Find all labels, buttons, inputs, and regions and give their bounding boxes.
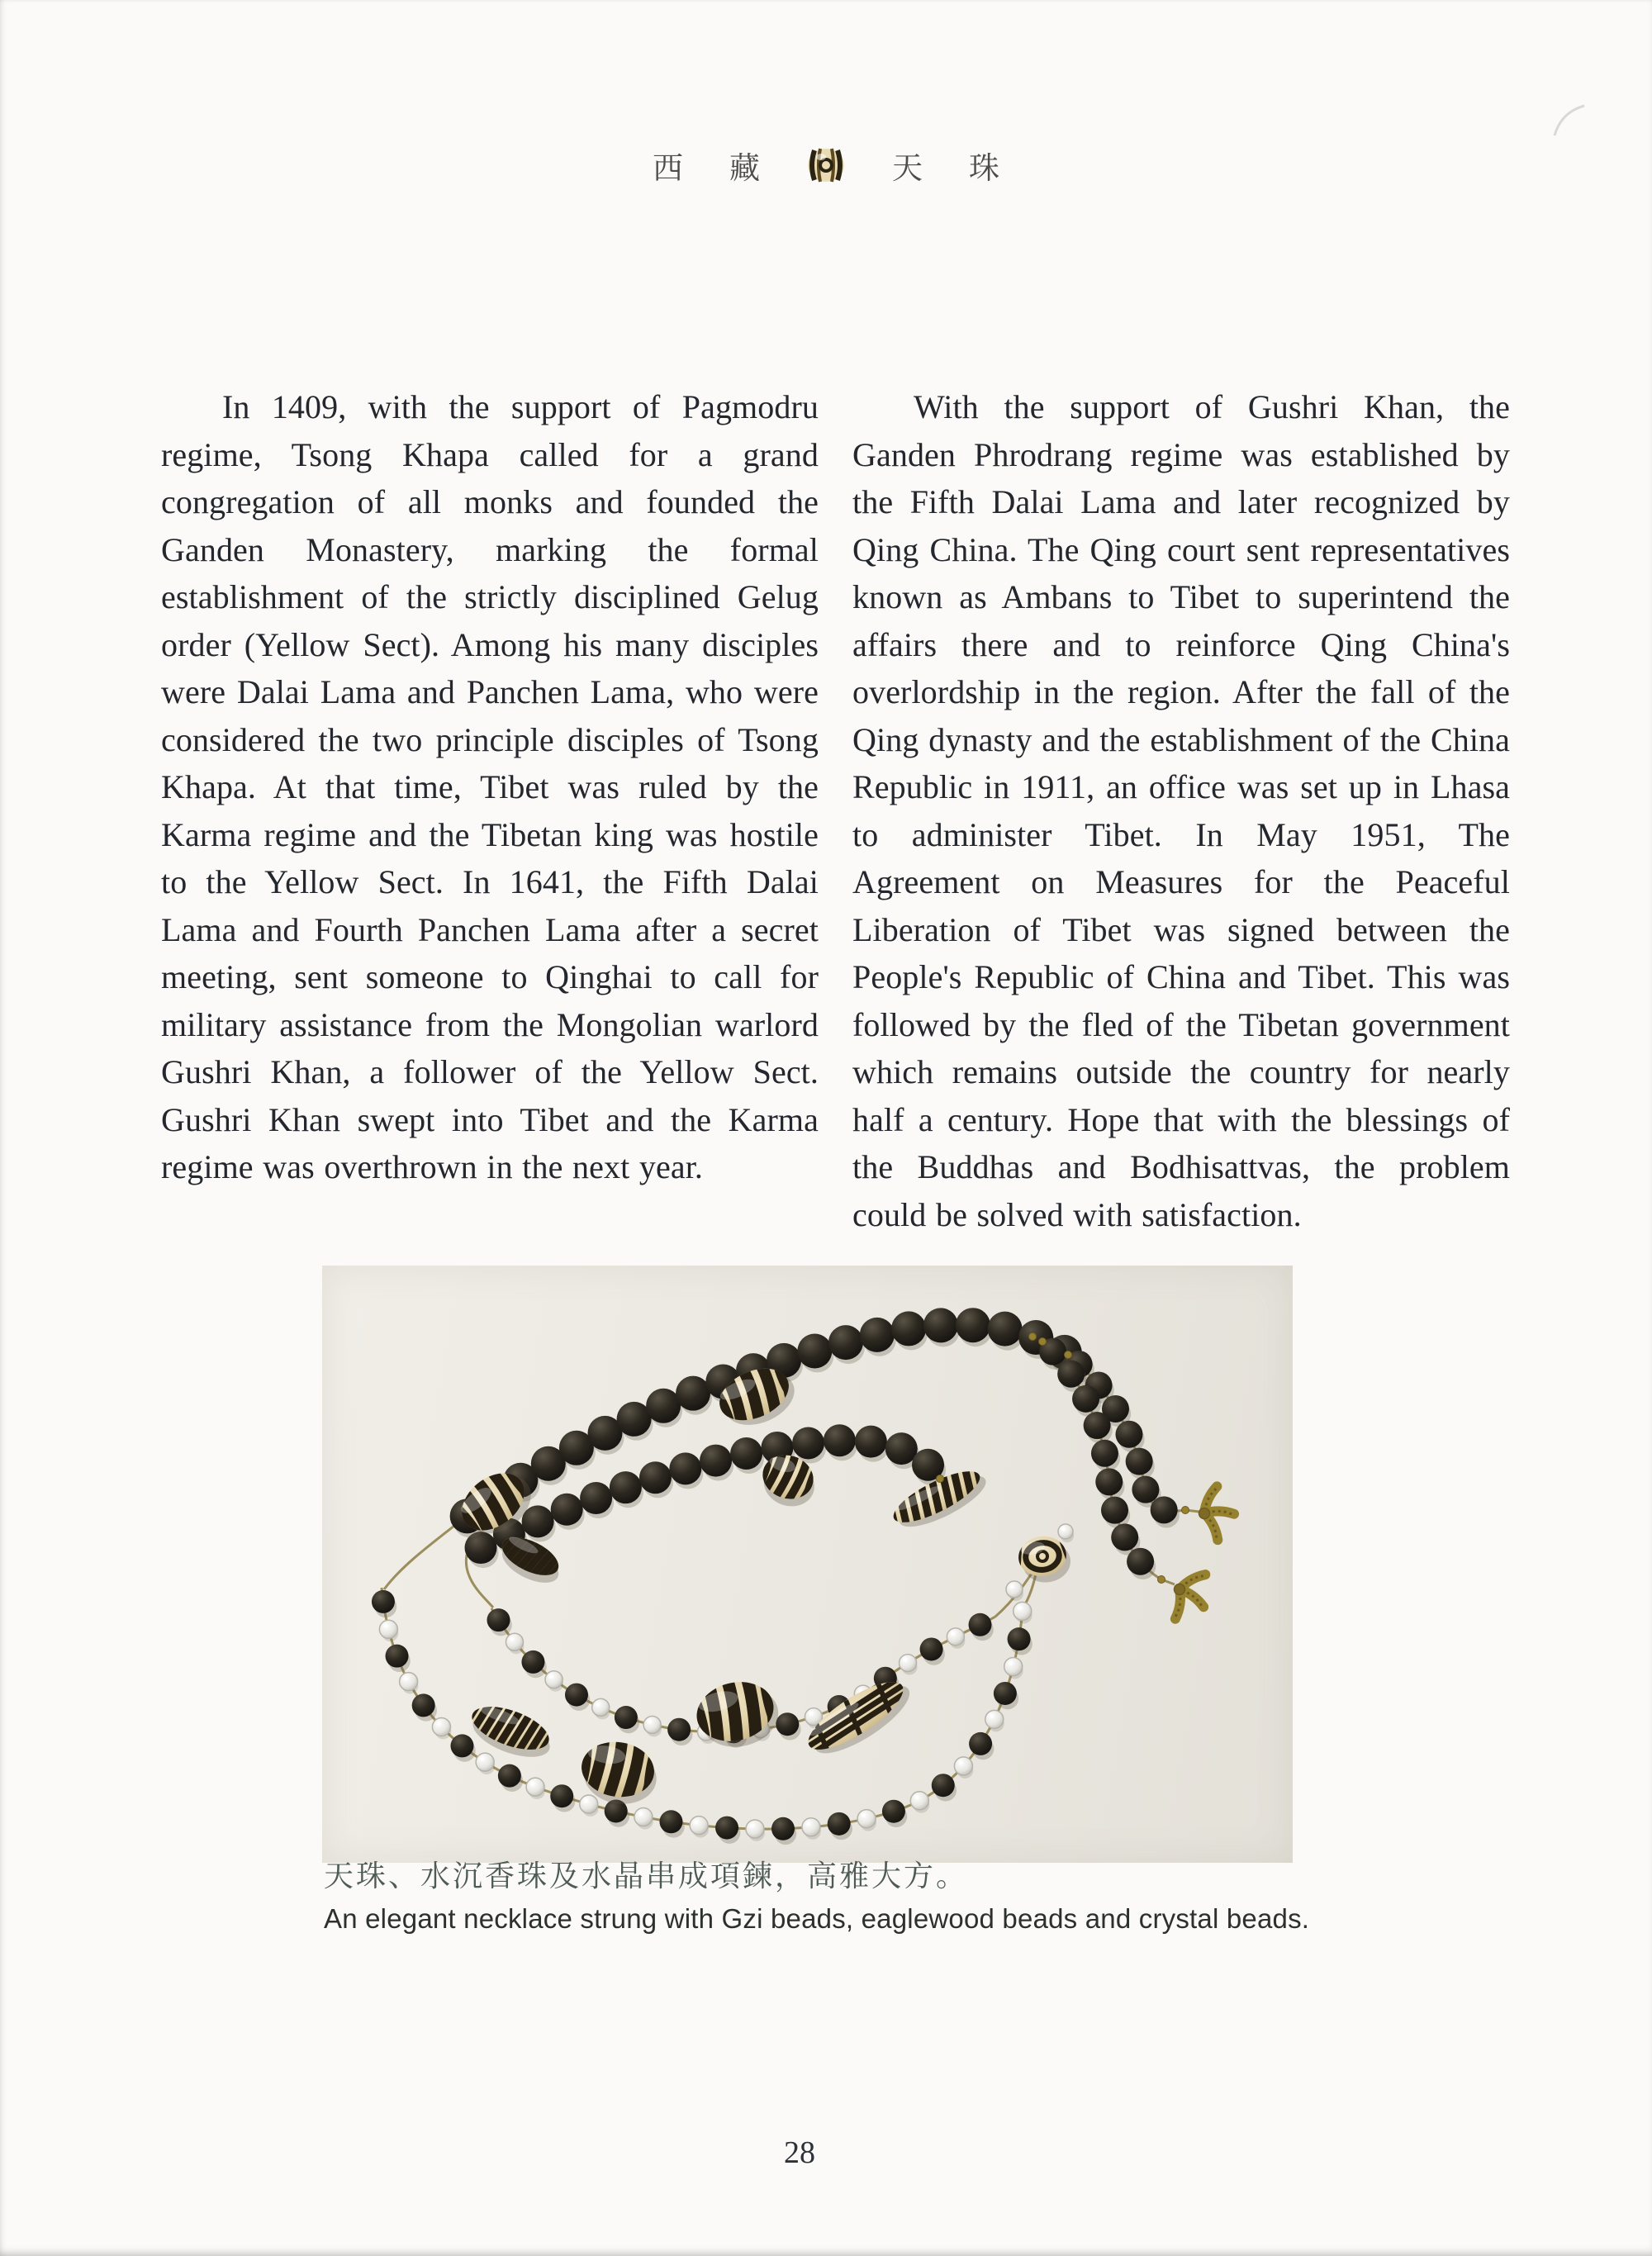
caption-english: An elegant necklace strung with Gzi beads, eaglewood beads and crystal beads. — [324, 1903, 1310, 1934]
page-curl-mark — [1551, 101, 1589, 139]
header-char: 天 — [892, 151, 923, 185]
caption-chinese: 天珠、水沉香珠及水晶串成項鍊，高雅大方。 — [324, 1859, 969, 1893]
figure-caption — [324, 1857, 1309, 1935]
header-char: 藏 — [729, 151, 760, 185]
header-char: 西 — [653, 151, 683, 185]
necklace-photo — [322, 1266, 1293, 1863]
page-number: 28 — [784, 2135, 815, 2170]
necklace-image — [322, 1266, 1293, 1863]
article-left-column: In 1409, with the support of Pagmodru regime, Tsong Khapa called for a grand congregation of all monks and founded the Ganden Monastery, marking the formal establishment of the strictly disciplined Gelug order (Yellow Sect). Among his many disciples were Dalai Lama and Panchen Lama, who were considered the two principle disciples of Tsong Khapa. At that time, Tibet was ruled by the Karma regime and the Tibetan king was hostile to the Yellow Sect. In 1641, the Fifth Dalai Lama and Fourth Panchen Lama after a secret meeting, sent someone to Qinghai to call for military assistance from the Mongolian warlord Gushri Khan, a follower of the Yellow Sect. Gushri Khan swept into Tibet and the Karma regime was overthrown in the next year. — [161, 388, 819, 1185]
header-char: 珠 — [969, 151, 999, 185]
article-right-column: With the support of Gushri Khan, the Ganden Phrodrang regime was established by the Fifth Dalai Lama and later recognized by Qing China. The Qing court sent representatives known as Ambans to Tibet to superintend the affairs there and to reinforce Qing China's overlordship in the region. After the fall of the Qing dynasty and the establishment of the China Republic in 1911, an office was set up in Lhasa to administer Tibet. In May 1951, The Agreement on Measures for the Peaceful Liberation of Tibet was signed between the People's Republic of China and Tibet. This was followed by the fled of the Tibetan government which remains outside the country for nearly half a century. Hope that with the blessings of the Buddhas and Bodhisattvas, the problem could be solved with satisfaction. — [852, 388, 1510, 1233]
gzi-bead-logo-icon — [806, 147, 846, 183]
page-header — [0, 145, 1652, 185]
